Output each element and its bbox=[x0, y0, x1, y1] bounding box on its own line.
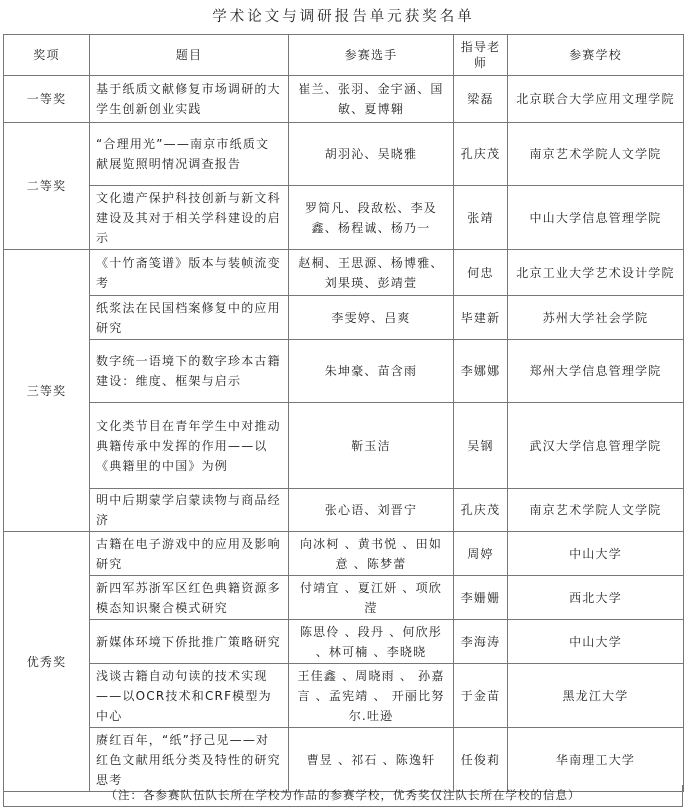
award-level-first: 一等奖 bbox=[4, 76, 90, 123]
entry-title: “合理用光”——南京市纸质文献展览照明情况调查报告 bbox=[90, 123, 289, 186]
entry-title: 浅谈古籍自动句读的技术实现——以OCR技术和CRF模型为中心 bbox=[90, 664, 289, 728]
entry-title: 古籍在电子游戏中的应用及影响研究 bbox=[90, 532, 289, 576]
entry-advisor: 孔庆茂 bbox=[454, 123, 508, 186]
table-row bbox=[4, 403, 684, 489]
entry-title: 基于纸质文献修复市场调研的大学生创新创业实践 bbox=[90, 76, 289, 123]
table-row bbox=[4, 489, 684, 532]
table-header-row bbox=[4, 35, 684, 76]
entry-school: 黑龙江大学 bbox=[508, 664, 684, 728]
entry-school: 北京联合大学应用文理学院 bbox=[508, 76, 684, 123]
entry-school: 北京工业大学艺术设计学院 bbox=[508, 250, 684, 296]
entry-advisor: 毕建新 bbox=[454, 296, 508, 340]
entry-school: 南京艺术学院人文学院 bbox=[508, 123, 684, 186]
header-participants: 参赛选手 bbox=[289, 35, 454, 76]
entry-advisor: 张靖 bbox=[454, 186, 508, 250]
entry-title: 新媒体环境下侨批推广策略研究 bbox=[90, 620, 289, 664]
header-school: 参赛学校 bbox=[508, 35, 684, 76]
entry-school: 苏州大学社会学院 bbox=[508, 296, 684, 340]
entry-participants: 罗简凡、段敌松、李及鑫、杨程诚、杨乃一 bbox=[289, 186, 454, 250]
entry-title: 数字统一语境下的数字珍本古籍建设：维度、框架与启示 bbox=[90, 340, 289, 403]
award-level-third: 三等奖 bbox=[4, 250, 90, 532]
entry-participants: 崔兰、张羽、金宇涵、国敏、夏博翱 bbox=[289, 76, 454, 123]
entry-advisor: 周婷 bbox=[454, 532, 508, 576]
table-row bbox=[4, 250, 684, 296]
entry-advisor: 于金苗 bbox=[454, 664, 508, 728]
entry-advisor: 何忠 bbox=[454, 250, 508, 296]
table-row bbox=[4, 296, 684, 340]
entry-participants: 向冰柯 、黄书悦 、田如意 、陈梦蕾 bbox=[289, 532, 454, 576]
document-title: 学术论文与调研报告单元获奖名单 bbox=[212, 9, 475, 25]
entry-participants: 张心语、刘晋宁 bbox=[289, 489, 454, 532]
entry-school: 中山大学 bbox=[508, 620, 684, 664]
entry-participants: 朱坤豪、苗含雨 bbox=[289, 340, 454, 403]
table-row bbox=[4, 576, 684, 620]
entry-advisor: 梁磊 bbox=[454, 76, 508, 123]
entry-school: 南京艺术学院人文学院 bbox=[508, 489, 684, 532]
entry-title: 新四军苏浙军区红色典籍资源多模态知识聚合模式研究 bbox=[90, 576, 289, 620]
entry-advisor: 李姗姗 bbox=[454, 576, 508, 620]
header-title: 题目 bbox=[90, 35, 289, 76]
award-table bbox=[3, 34, 684, 792]
table-row bbox=[4, 664, 684, 728]
table-row bbox=[4, 340, 684, 403]
entry-participants: 李雯婷、吕爽 bbox=[289, 296, 454, 340]
entry-advisor: 李海涛 bbox=[454, 620, 508, 664]
table-row bbox=[4, 76, 684, 123]
entry-participants: 王佳鑫 、周晓雨 、 孙嘉言 、孟宪靖 、 开丽比努尔.吐逊 bbox=[289, 664, 454, 728]
table-row bbox=[4, 728, 684, 792]
entry-title: 纸浆法在民国档案修复中的应用研究 bbox=[90, 296, 289, 340]
entry-title: 文化遗产保护科技创新与新文科建设及其对于相关学科建设的启示 bbox=[90, 186, 289, 250]
table-row bbox=[4, 123, 684, 186]
entry-title: 《十竹斋笺谱》版本与装帧流变考 bbox=[90, 250, 289, 296]
table-row bbox=[4, 620, 684, 664]
entry-school: 中山大学 bbox=[508, 532, 684, 576]
footnote: （注：各参赛队伍队长所在学校为作品的参赛学校，优秀奖仅注队长所在学校的信息） bbox=[3, 785, 683, 807]
entry-advisor: 吴钢 bbox=[454, 403, 508, 489]
entry-participants: 付靖宜 、夏江妍 、项欣滢 bbox=[289, 576, 454, 620]
entry-participants: 赵桐、王思源、杨博雅、刘果瑛、彭靖萱 bbox=[289, 250, 454, 296]
award-level-second: 二等奖 bbox=[4, 123, 90, 250]
table-row bbox=[4, 186, 684, 250]
entry-participants: 曹昱 、祁石 、陈逸轩 bbox=[289, 728, 454, 792]
award-level-merit: 优秀奖 bbox=[4, 532, 90, 792]
entry-school: 中山大学信息管理学院 bbox=[508, 186, 684, 250]
entry-school: 华南理工大学 bbox=[508, 728, 684, 792]
entry-title: 文化类节目在青年学生中对推动典籍传承中发挥的作用——以《典籍里的中国》为例 bbox=[90, 403, 289, 489]
entry-participants: 胡羽沁、吴晓雅 bbox=[289, 123, 454, 186]
entry-participants: 靳玉洁 bbox=[289, 403, 454, 489]
entry-school: 西北大学 bbox=[508, 576, 684, 620]
entry-advisor: 李娜娜 bbox=[454, 340, 508, 403]
entry-title: 明中后期蒙学启蒙读物与商品经济 bbox=[90, 489, 289, 532]
entry-title: 赓红百年，“纸”抒己见——对红色文献用纸分类及特性的研究思考 bbox=[90, 728, 289, 792]
table-row bbox=[4, 532, 684, 576]
header-advisor: 指导老师 bbox=[454, 35, 508, 76]
entry-school: 郑州大学信息管理学院 bbox=[508, 340, 684, 403]
entry-advisor: 任俊莉 bbox=[454, 728, 508, 792]
header-award: 奖项 bbox=[4, 35, 90, 76]
entry-school: 武汉大学信息管理学院 bbox=[508, 403, 684, 489]
entry-advisor: 孔庆茂 bbox=[454, 489, 508, 532]
entry-participants: 陈思伶 、段丹 、何欣彤 、林可楠 、李晓晓 bbox=[289, 620, 454, 664]
